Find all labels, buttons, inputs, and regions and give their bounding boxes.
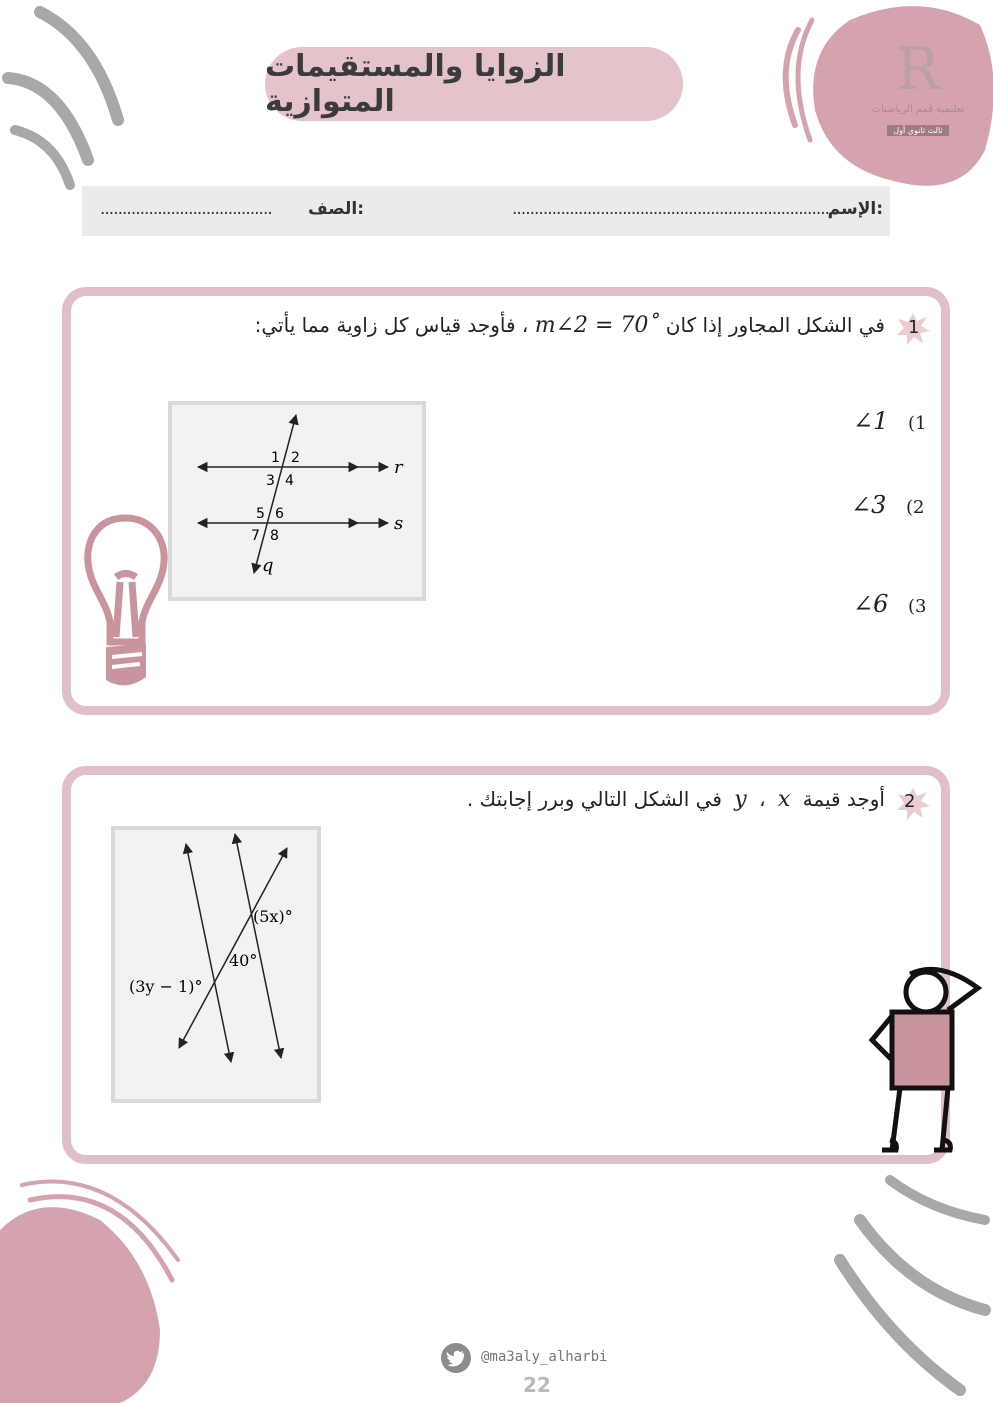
two-parallel-lines-transversal-diagram bbox=[111, 826, 321, 1103]
label-1: 1 bbox=[271, 450, 280, 466]
label-40: 40° bbox=[229, 951, 258, 970]
label-2: 2 bbox=[291, 450, 300, 466]
label-s: s bbox=[394, 513, 404, 534]
class-label: الصف: bbox=[308, 199, 365, 219]
lightbulb-icon bbox=[80, 512, 170, 697]
label-8: 8 bbox=[270, 528, 279, 544]
question-2-text-before: أوجد قيمة bbox=[802, 787, 885, 811]
parallel-lines-transversal-diagram bbox=[168, 401, 426, 601]
label-q: q bbox=[262, 555, 274, 576]
decorative-strokes-bottom-right bbox=[820, 1160, 993, 1403]
logo bbox=[858, 34, 978, 154]
question-1-text-after: ، فأوجد قياس كل زاوية مما يأتي: bbox=[254, 313, 529, 337]
q1-item-3-marker: (3 bbox=[908, 596, 927, 617]
label-7: 7 bbox=[251, 528, 260, 544]
label-3: 3 bbox=[266, 473, 275, 489]
logo-letter: R bbox=[896, 35, 940, 103]
label-4: 4 bbox=[285, 473, 294, 489]
name-field[interactable]: .......................................................................... bbox=[512, 199, 838, 219]
name-label: الإسم: bbox=[827, 199, 883, 219]
page-number: 22 bbox=[523, 1373, 551, 1397]
label-r: r bbox=[394, 457, 403, 478]
class-field[interactable]: ....................................... bbox=[100, 199, 272, 219]
question-2-text-after: في الشكل التالي وبرر إجابتك . bbox=[466, 787, 722, 811]
label-5x: (5x)° bbox=[253, 907, 293, 926]
label-5: 5 bbox=[256, 506, 265, 522]
q1-item-3 bbox=[853, 590, 927, 618]
question-1-text bbox=[255, 313, 885, 338]
decorative-strokes-top-left bbox=[0, 0, 150, 200]
question-2-text bbox=[467, 787, 885, 812]
question-2-number: 2 bbox=[904, 791, 916, 812]
q1-item-1-angle: ∠1 bbox=[853, 407, 889, 435]
decorative-blob-bottom-left bbox=[0, 1160, 200, 1403]
question-2-var-y: y bbox=[734, 787, 747, 812]
footer-twitter-handle: @ma3aly_alharbi bbox=[481, 1349, 608, 1365]
q1-item-1-marker: (1 bbox=[908, 413, 927, 434]
question-1-text-before: في الشكل المجاور إذا كان bbox=[665, 313, 885, 337]
q1-item-2-marker: (2 bbox=[906, 497, 925, 518]
q1-item-1 bbox=[853, 407, 927, 435]
question-2-sep: ، bbox=[759, 787, 766, 811]
logo-badge: ثالث ثانوي أول bbox=[887, 125, 948, 136]
question-1-number: 1 bbox=[908, 317, 920, 338]
q1-item-2-angle: ∠3 bbox=[851, 491, 887, 519]
label-6: 6 bbox=[275, 506, 284, 522]
logo-tagline: تعليمية قمم الرياضيات bbox=[871, 104, 965, 115]
question-2-var-x: x bbox=[777, 787, 791, 812]
page-title: الزوايا والمستقيمات المتوازية bbox=[265, 47, 683, 121]
twitter-bird-icon bbox=[441, 1343, 471, 1373]
q1-item-2 bbox=[851, 491, 925, 519]
question-1-math: m∠2 = 70˚ bbox=[534, 313, 660, 338]
thinking-figure-illustration bbox=[860, 960, 985, 1160]
label-3y: (3y − 1)° bbox=[129, 977, 203, 996]
q1-item-3-angle: ∠6 bbox=[853, 590, 889, 618]
